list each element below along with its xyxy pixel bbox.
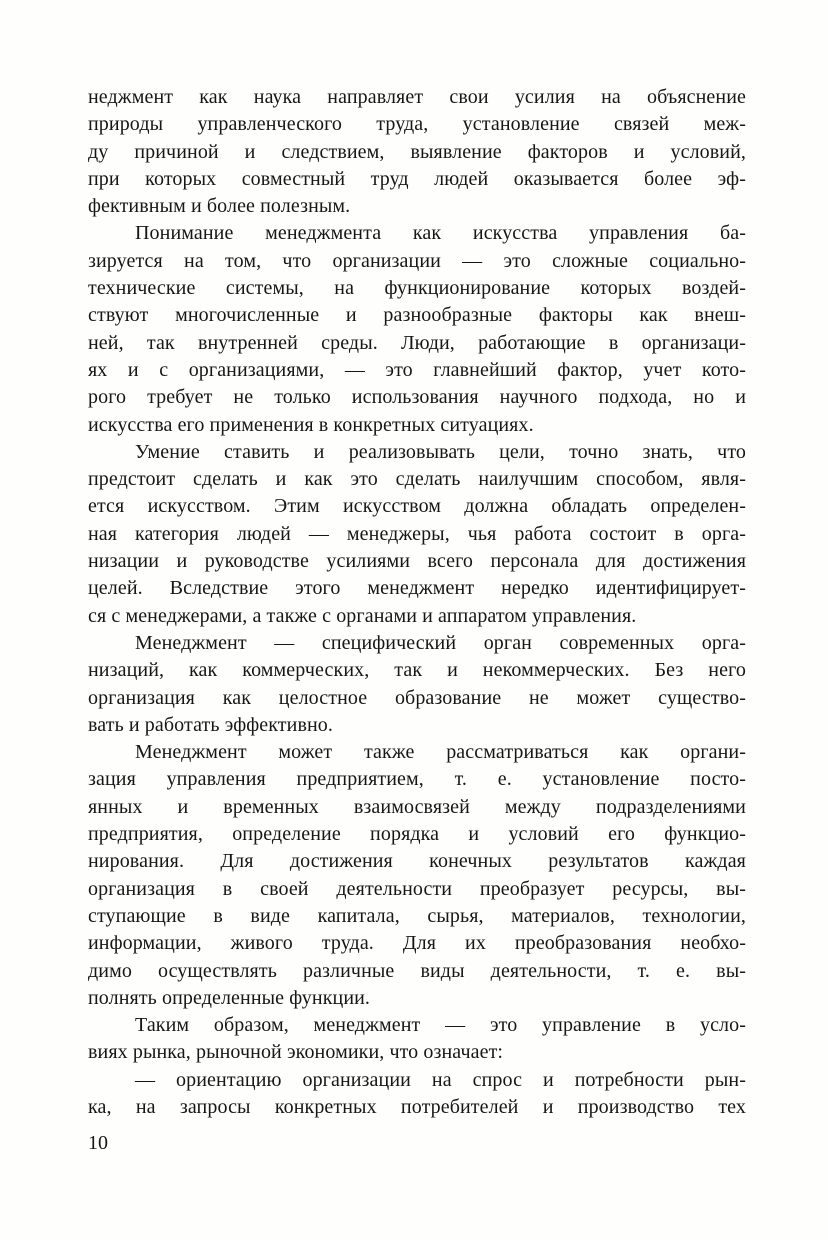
text-line: ка, на запросы конкретных потребителей и производство тех [88, 1095, 746, 1118]
text-line: Менеджмент может также рассматриваться как органи- [135, 741, 746, 764]
text-line: димо осуществлять различные виды деятельности, т. е. вы- [88, 959, 746, 982]
text-line: виях рынка, рыночной экономики, что означает: [88, 1041, 504, 1064]
text-line: ях и с организациями, — это главнейший фактор, учет кото- [88, 358, 746, 381]
paragraph [88, 739, 746, 1012]
text-line: Умение ставить и реализовывать цели, точно знать, что [135, 440, 746, 463]
paragraph [88, 439, 746, 630]
text-line: при которых совместный труд людей оказывается более эф- [88, 167, 746, 190]
text-line: фективным и более полезным. [88, 195, 351, 218]
paragraph [88, 1012, 746, 1067]
text-line: ся с менеджерами, а также с органами и аппаратом управления. [88, 604, 637, 627]
text-line: природы управленческого труда, установление связей меж- [88, 113, 746, 136]
text-line: зируется на том, что организации — это сложные социально- [88, 249, 746, 272]
text-line: рого требует не только использования научного подхода, но и [88, 386, 746, 409]
paragraph [88, 220, 746, 438]
page-text [88, 84, 746, 1121]
text-line: Менеджмент — специфический орган современных орга- [135, 631, 746, 654]
page-number: 10 [88, 1132, 108, 1154]
text-line: Таким образом, менеджмент — это управление в усло- [135, 1014, 746, 1037]
text-line: полнять определенные функции. [88, 986, 371, 1009]
text-line: низации и руководстве усилиями всего персонала для достижения [88, 550, 746, 573]
text-line: предстоит сделать и как это сделать наилучшим способом, явля- [88, 468, 746, 491]
text-line: неджмент как наука направляет свои усилия на объяснение [88, 86, 746, 108]
text-line: организация в своей деятельности преобразует ресурсы, вы- [88, 877, 746, 900]
text-line: нирования. Для достижения конечных результатов каждая [88, 850, 746, 873]
text-line: искусства его применения в конкретных ситуациях. [88, 413, 534, 436]
text-line: технические системы, на функционирование которых воздей- [88, 277, 746, 300]
text-line: ду причиной и следствием, выявление факторов и условий, [88, 140, 746, 163]
text-line: ная категория людей — менеджеры, чья работа состоит в орга- [88, 522, 746, 545]
text-line: информации, живого труда. Для их преобразования необхо- [88, 932, 746, 955]
paragraph [88, 1067, 746, 1122]
text-line: организация как целостное образование не может существо- [88, 686, 746, 709]
text-line: целей. Вследствие этого менеджмент нередко идентифицирует- [88, 577, 746, 600]
text-line: предприятия, определение порядка и условий его функцио- [88, 823, 746, 846]
text-line: Понимание менеджмента как искусства управления ба- [135, 222, 746, 245]
text-line: — ориентацию организации на спрос и потребности рын- [135, 1068, 746, 1091]
paragraph [88, 630, 746, 739]
text-line: низаций, как коммерческих, так и некоммерческих. Без него [88, 659, 746, 682]
text-line: вать и работать эффективно. [88, 713, 333, 736]
text-line: зация управления предприятием, т. е. установление посто- [88, 768, 746, 791]
text-line: ется искусством. Этим искусством должна обладать определен- [88, 495, 746, 518]
paragraph [88, 84, 746, 220]
text-line: ней, так внутренней среды. Люди, работающие в организаци- [88, 331, 746, 354]
text-line: ступающие в виде капитала, сырья, материалов, технологии, [88, 904, 746, 927]
text-line: янных и временных взаимосвязей между подразделениями [88, 795, 746, 818]
text-line: ствуют многочисленные и разнообразные факторы как внеш- [88, 304, 746, 327]
